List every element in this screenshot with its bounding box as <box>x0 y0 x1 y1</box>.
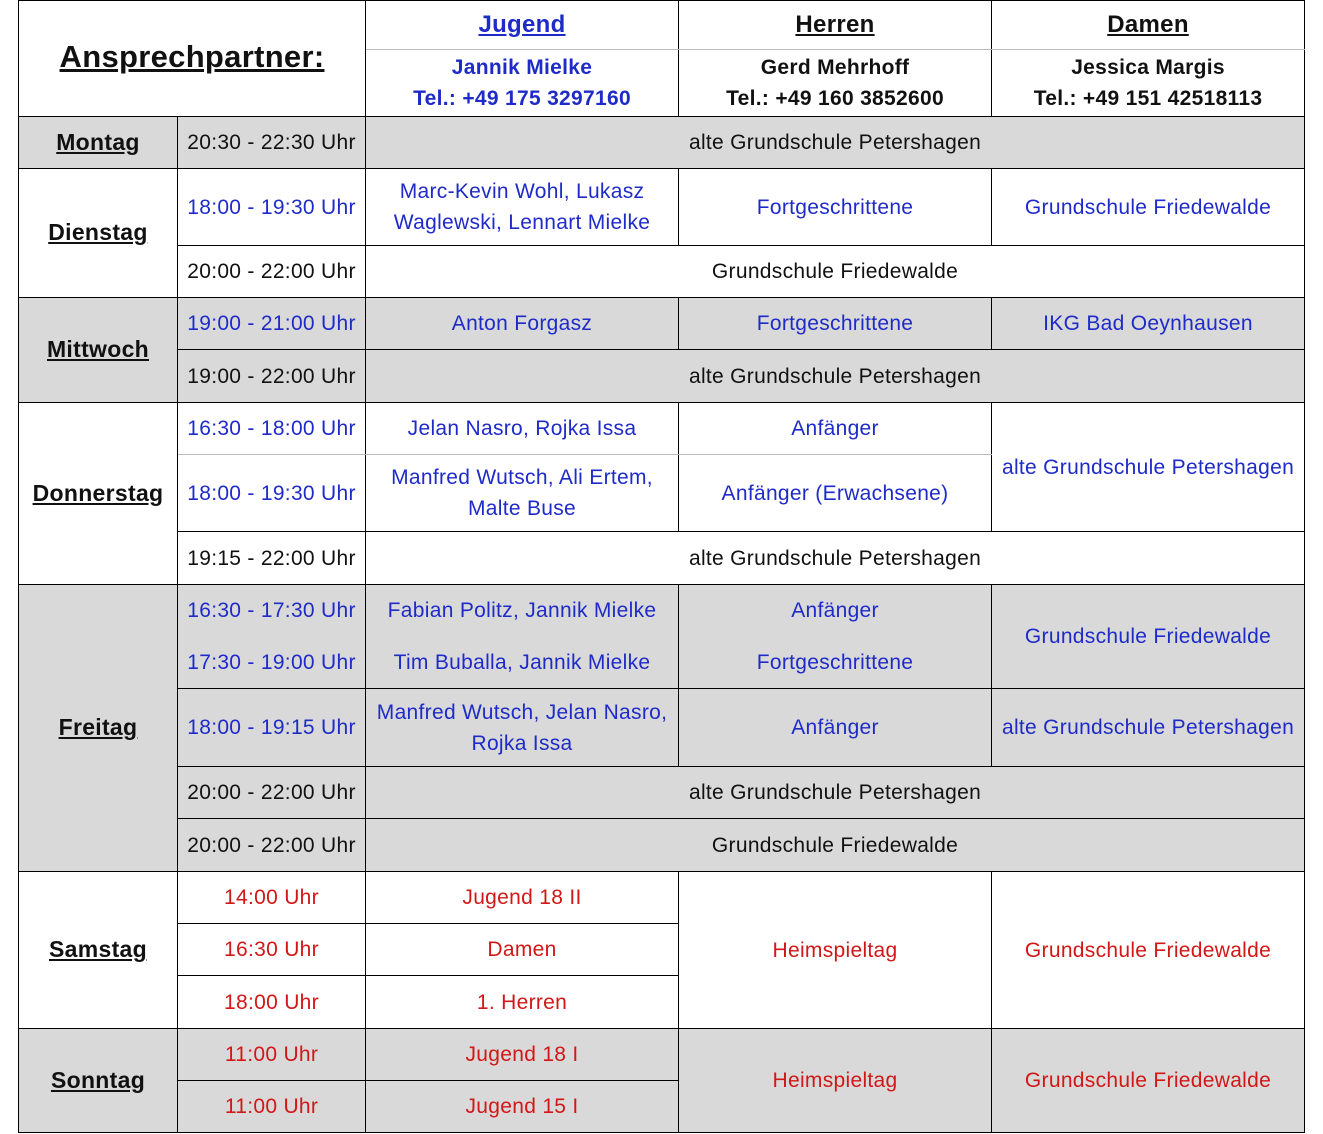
jugend-cell: Manfred Wutsch, Ali Ertem, Malte Buse <box>366 455 679 532</box>
jugend-cell: Anton Forgasz <box>366 298 679 350</box>
herren-cell: Heimspieltag <box>679 1029 992 1133</box>
day-dienstag: Dienstag <box>19 169 178 298</box>
herren-cell: Fortgeschrittene <box>679 637 992 689</box>
time-cell: 20:00 - 22:00 Uhr <box>178 819 366 872</box>
herren-cell: Anfänger (Erwachsene) <box>679 455 992 532</box>
damen-cell: IKG Bad Oeynhausen <box>992 298 1305 350</box>
damen-cell: alte Grundschule Petershagen <box>992 689 1305 767</box>
time-cell: 19:00 - 21:00 Uhr <box>178 298 366 350</box>
herren-cell: Anfänger <box>679 403 992 455</box>
time-cell: 17:30 - 19:00 Uhr <box>178 637 366 689</box>
contact-herren-phone: Tel.: +49 160 3852600 <box>726 87 944 110</box>
time-cell: 19:00 - 22:00 Uhr <box>178 350 366 403</box>
contact-damen <box>992 50 1305 117</box>
time-cell: 19:15 - 22:00 Uhr <box>178 532 366 585</box>
contact-herren <box>679 50 992 117</box>
place-cell: alte Grundschule Petershagen <box>366 767 1305 819</box>
herren-cell: Fortgeschrittene <box>679 169 992 246</box>
damen-cell: alte Grundschule Petershagen <box>992 403 1305 532</box>
herren-cell: Anfänger <box>679 585 992 637</box>
time-cell: 14:00 Uhr <box>178 872 366 924</box>
time-cell: 20:00 - 22:00 Uhr <box>178 767 366 819</box>
time-cell: 18:00 - 19:30 Uhr <box>178 169 366 246</box>
team-cell: Jugend 18 II <box>366 872 679 924</box>
time-cell: 20:30 - 22:30 Uhr <box>178 117 366 169</box>
damen-cell: Grundschule Friedewalde <box>992 1029 1305 1133</box>
day-samstag: Samstag <box>19 872 178 1029</box>
jugend-cell: Fabian Politz, Jannik Mielke <box>366 585 679 637</box>
training-schedule-table <box>18 0 1305 1133</box>
time-cell: 16:30 Uhr <box>178 924 366 976</box>
col-header-herren: Herren <box>679 1 992 50</box>
herren-cell: Heimspieltag <box>679 872 992 1029</box>
day-sonntag: Sonntag <box>19 1029 178 1133</box>
contact-herren-name: Gerd Mehrhoff <box>760 56 910 79</box>
damen-cell: Grundschule Friedewalde <box>992 169 1305 246</box>
place-cell: alte Grundschule Petershagen <box>366 117 1305 169</box>
place-cell: alte Grundschule Petershagen <box>366 532 1305 585</box>
team-cell: Damen <box>366 924 679 976</box>
place-cell: Grundschule Friedewalde <box>366 246 1305 298</box>
jugend-cell: Tim Buballa, Jannik Mielke <box>366 637 679 689</box>
place-cell: Grundschule Friedewalde <box>366 819 1305 872</box>
time-cell: 18:00 Uhr <box>178 976 366 1029</box>
contact-damen-phone: Tel.: +49 151 42518113 <box>1033 87 1263 110</box>
day-montag: Montag <box>19 117 178 169</box>
jugend-cell: Manfred Wutsch, Jelan Nasro, Rojka Issa <box>366 689 679 767</box>
team-cell: 1. Herren <box>366 976 679 1029</box>
day-donnerstag: Donnerstag <box>19 403 178 585</box>
time-cell: 16:30 - 18:00 Uhr <box>178 403 366 455</box>
herren-cell: Anfänger <box>679 689 992 767</box>
time-cell: 20:00 - 22:00 Uhr <box>178 246 366 298</box>
damen-cell: Grundschule Friedewalde <box>992 872 1305 1029</box>
jugend-cell: Jelan Nasro, Rojka Issa <box>366 403 679 455</box>
team-cell: Jugend 15 I <box>366 1081 679 1133</box>
herren-cell: Fortgeschrittene <box>679 298 992 350</box>
time-cell: 11:00 Uhr <box>178 1081 366 1133</box>
time-cell: 18:00 - 19:30 Uhr <box>178 455 366 532</box>
time-cell: 11:00 Uhr <box>178 1029 366 1081</box>
day-freitag: Freitag <box>19 585 178 872</box>
team-cell: Jugend 18 I <box>366 1029 679 1081</box>
place-cell: alte Grundschule Petershagen <box>366 350 1305 403</box>
contact-jugend <box>366 50 679 117</box>
day-mittwoch: Mittwoch <box>19 298 178 403</box>
jugend-cell: Marc-Kevin Wohl, Lukasz Waglewski, Lennart Mielke <box>366 169 679 246</box>
contact-jugend-phone: Tel.: +49 175 3297160 <box>413 87 631 110</box>
contact-jugend-name: Jannik Mielke <box>451 56 593 79</box>
contact-persons-title: Ansprechpartner: <box>19 1 366 117</box>
contact-damen-name: Jessica Margis <box>1071 56 1225 79</box>
time-cell: 16:30 - 17:30 Uhr <box>178 585 366 637</box>
col-header-jugend[interactable]: Jugend <box>366 1 679 50</box>
damen-cell: Grundschule Friedewalde <box>992 585 1305 689</box>
col-header-damen: Damen <box>992 1 1305 50</box>
time-cell: 18:00 - 19:15 Uhr <box>178 689 366 767</box>
